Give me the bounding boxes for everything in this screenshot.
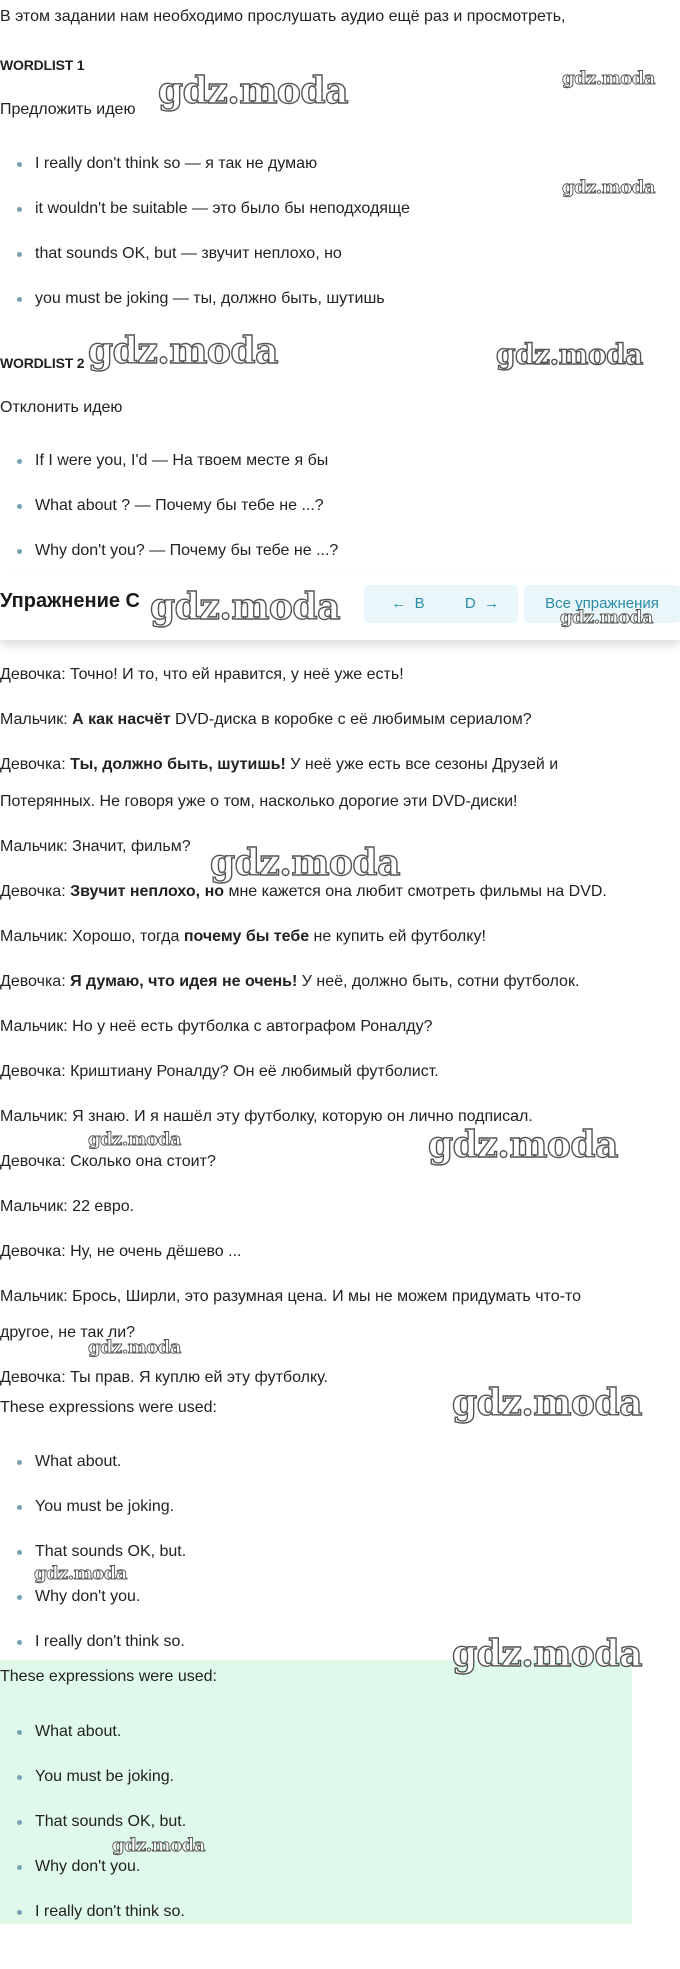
dialogue-line: Мальчик: Я знаю. И я нашёл эту футболку, которую он лично подписал. bbox=[0, 1108, 533, 1125]
arrow-left-icon: ← bbox=[391, 595, 407, 612]
dialogue-line: Девочка: Звучит неплохо, но мне кажется она любит смотреть фильмы на DVD. bbox=[0, 883, 607, 900]
watermark: gdz.moda bbox=[210, 842, 400, 884]
list-item: that sounds OK, but — звучит неплохо, но bbox=[17, 243, 342, 265]
list-item: That sounds OK, but. bbox=[17, 1811, 186, 1833]
list-item: What about. bbox=[17, 1721, 121, 1743]
dialogue-line: Мальчик: Хорошо, тогда почему бы тебе не купить ей футболку! bbox=[0, 928, 486, 945]
dialogue-line: Мальчик: Брось, Ширли, это разумная цена. И мы не можем придумать что-то bbox=[0, 1288, 581, 1305]
watermark: gdz.moda bbox=[112, 1835, 205, 1856]
watermark: gdz.moda bbox=[428, 1124, 618, 1166]
watermark: gdz.moda bbox=[88, 330, 278, 372]
watermark: gdz.moda bbox=[562, 68, 655, 89]
list-item: What about ? — Почему бы тебе не ...? bbox=[17, 495, 324, 517]
dialogue-line: Девочка: Я думаю, что идея не очень! У неё, должно быть, сотни футболок. bbox=[0, 973, 580, 990]
answer-block bbox=[0, 1660, 632, 1924]
dialogue-line: Потерянных. Не говоря уже о том, насколько дорогие эти DVD-диски! bbox=[0, 793, 518, 810]
dialogue-line: Мальчик: Но у неё есть футболка с автографом Роналду? bbox=[0, 1018, 433, 1035]
list-item: What about. bbox=[17, 1451, 121, 1473]
dialogue-line: Девочка: Ты, должно быть, шутишь! У неё уже есть все сезоны Друзей и bbox=[0, 756, 559, 773]
all-exercises-button[interactable]: Все упражнения bbox=[524, 585, 680, 623]
list-item: You must be joking. bbox=[17, 1766, 174, 1788]
list-item: That sounds OK, but. bbox=[17, 1541, 186, 1563]
list-item: If I were you, I'd — На твоем месте я бы bbox=[17, 450, 328, 472]
dialogue-line: Мальчик: А как насчёт DVD-диска в коробке с её любимым сериалом? bbox=[0, 711, 532, 728]
arrow-right-icon: → bbox=[484, 595, 500, 612]
dialogue-line: Девочка: Точно! И то, что ей нравится, у неё уже есть! bbox=[0, 666, 404, 683]
list-item: I really don't think so — я так не думаю bbox=[17, 153, 317, 175]
watermark: gdz.moda bbox=[452, 1633, 642, 1675]
dialogue-line: Девочка: Сколько она стоит? bbox=[0, 1153, 216, 1170]
list-item: you must be joking — ты, должно быть, шутишь bbox=[17, 288, 385, 310]
used-expressions-title: These expressions were used: bbox=[0, 1399, 217, 1416]
dialogue-line: Девочка: Ты прав. Я куплю ей эту футболку. bbox=[0, 1369, 328, 1386]
watermark: gdz.moda bbox=[150, 586, 340, 628]
exercise-nav-bar bbox=[0, 572, 680, 640]
dialogue-line: Мальчик: Значит, фильм? bbox=[0, 838, 191, 855]
watermark: gdz.moda bbox=[562, 177, 655, 198]
exercise-title: Упражнение C bbox=[0, 590, 140, 612]
list-item: Why don't you? — Почему бы тебе не ...? bbox=[17, 540, 338, 562]
prev-exercise-button[interactable]: ← B bbox=[364, 585, 452, 623]
list-item: I really don't think so. bbox=[17, 1901, 185, 1923]
wordlist2-subtitle: Отклонить идею bbox=[0, 399, 123, 416]
dialogue-line: другое, не так ли? bbox=[0, 1324, 136, 1341]
watermark: gdz.moda bbox=[88, 1337, 181, 1358]
watermark: gdz.moda bbox=[34, 1563, 127, 1584]
watermark: gdz.moda bbox=[88, 1129, 181, 1150]
list-item: I really don't think so. bbox=[17, 1631, 185, 1653]
dialogue-line: Девочка: Криштиану Роналду? Он её любимый футболист. bbox=[0, 1063, 439, 1080]
list-item: Why don't you. bbox=[17, 1856, 140, 1878]
watermark: gdz.moda bbox=[452, 1382, 642, 1424]
watermark: gdz.moda bbox=[496, 338, 643, 371]
list-item: Why don't you. bbox=[17, 1586, 140, 1608]
intro-text: В этом задании нам необходимо прослушать аудио ещё раз и просмотреть, bbox=[0, 8, 566, 25]
answer-title: These expressions were used: bbox=[0, 1668, 217, 1685]
dialogue-line: Девочка: Ну, не очень дёшево ... bbox=[0, 1243, 242, 1260]
wordlist2-title: WORDLIST 2 bbox=[0, 355, 85, 371]
next-exercise-button[interactable]: D → bbox=[446, 585, 518, 623]
list-item: You must be joking. bbox=[17, 1496, 174, 1518]
watermark: gdz.moda bbox=[560, 607, 653, 628]
watermark: gdz.moda bbox=[158, 70, 348, 112]
wordlist1-subtitle: Предложить идею bbox=[0, 101, 136, 118]
wordlist1-title: WORDLIST 1 bbox=[0, 57, 85, 73]
dialogue-line: Мальчик: 22 евро. bbox=[0, 1198, 135, 1215]
list-item: it wouldn't be suitable — это было бы неподходяще bbox=[17, 198, 410, 220]
